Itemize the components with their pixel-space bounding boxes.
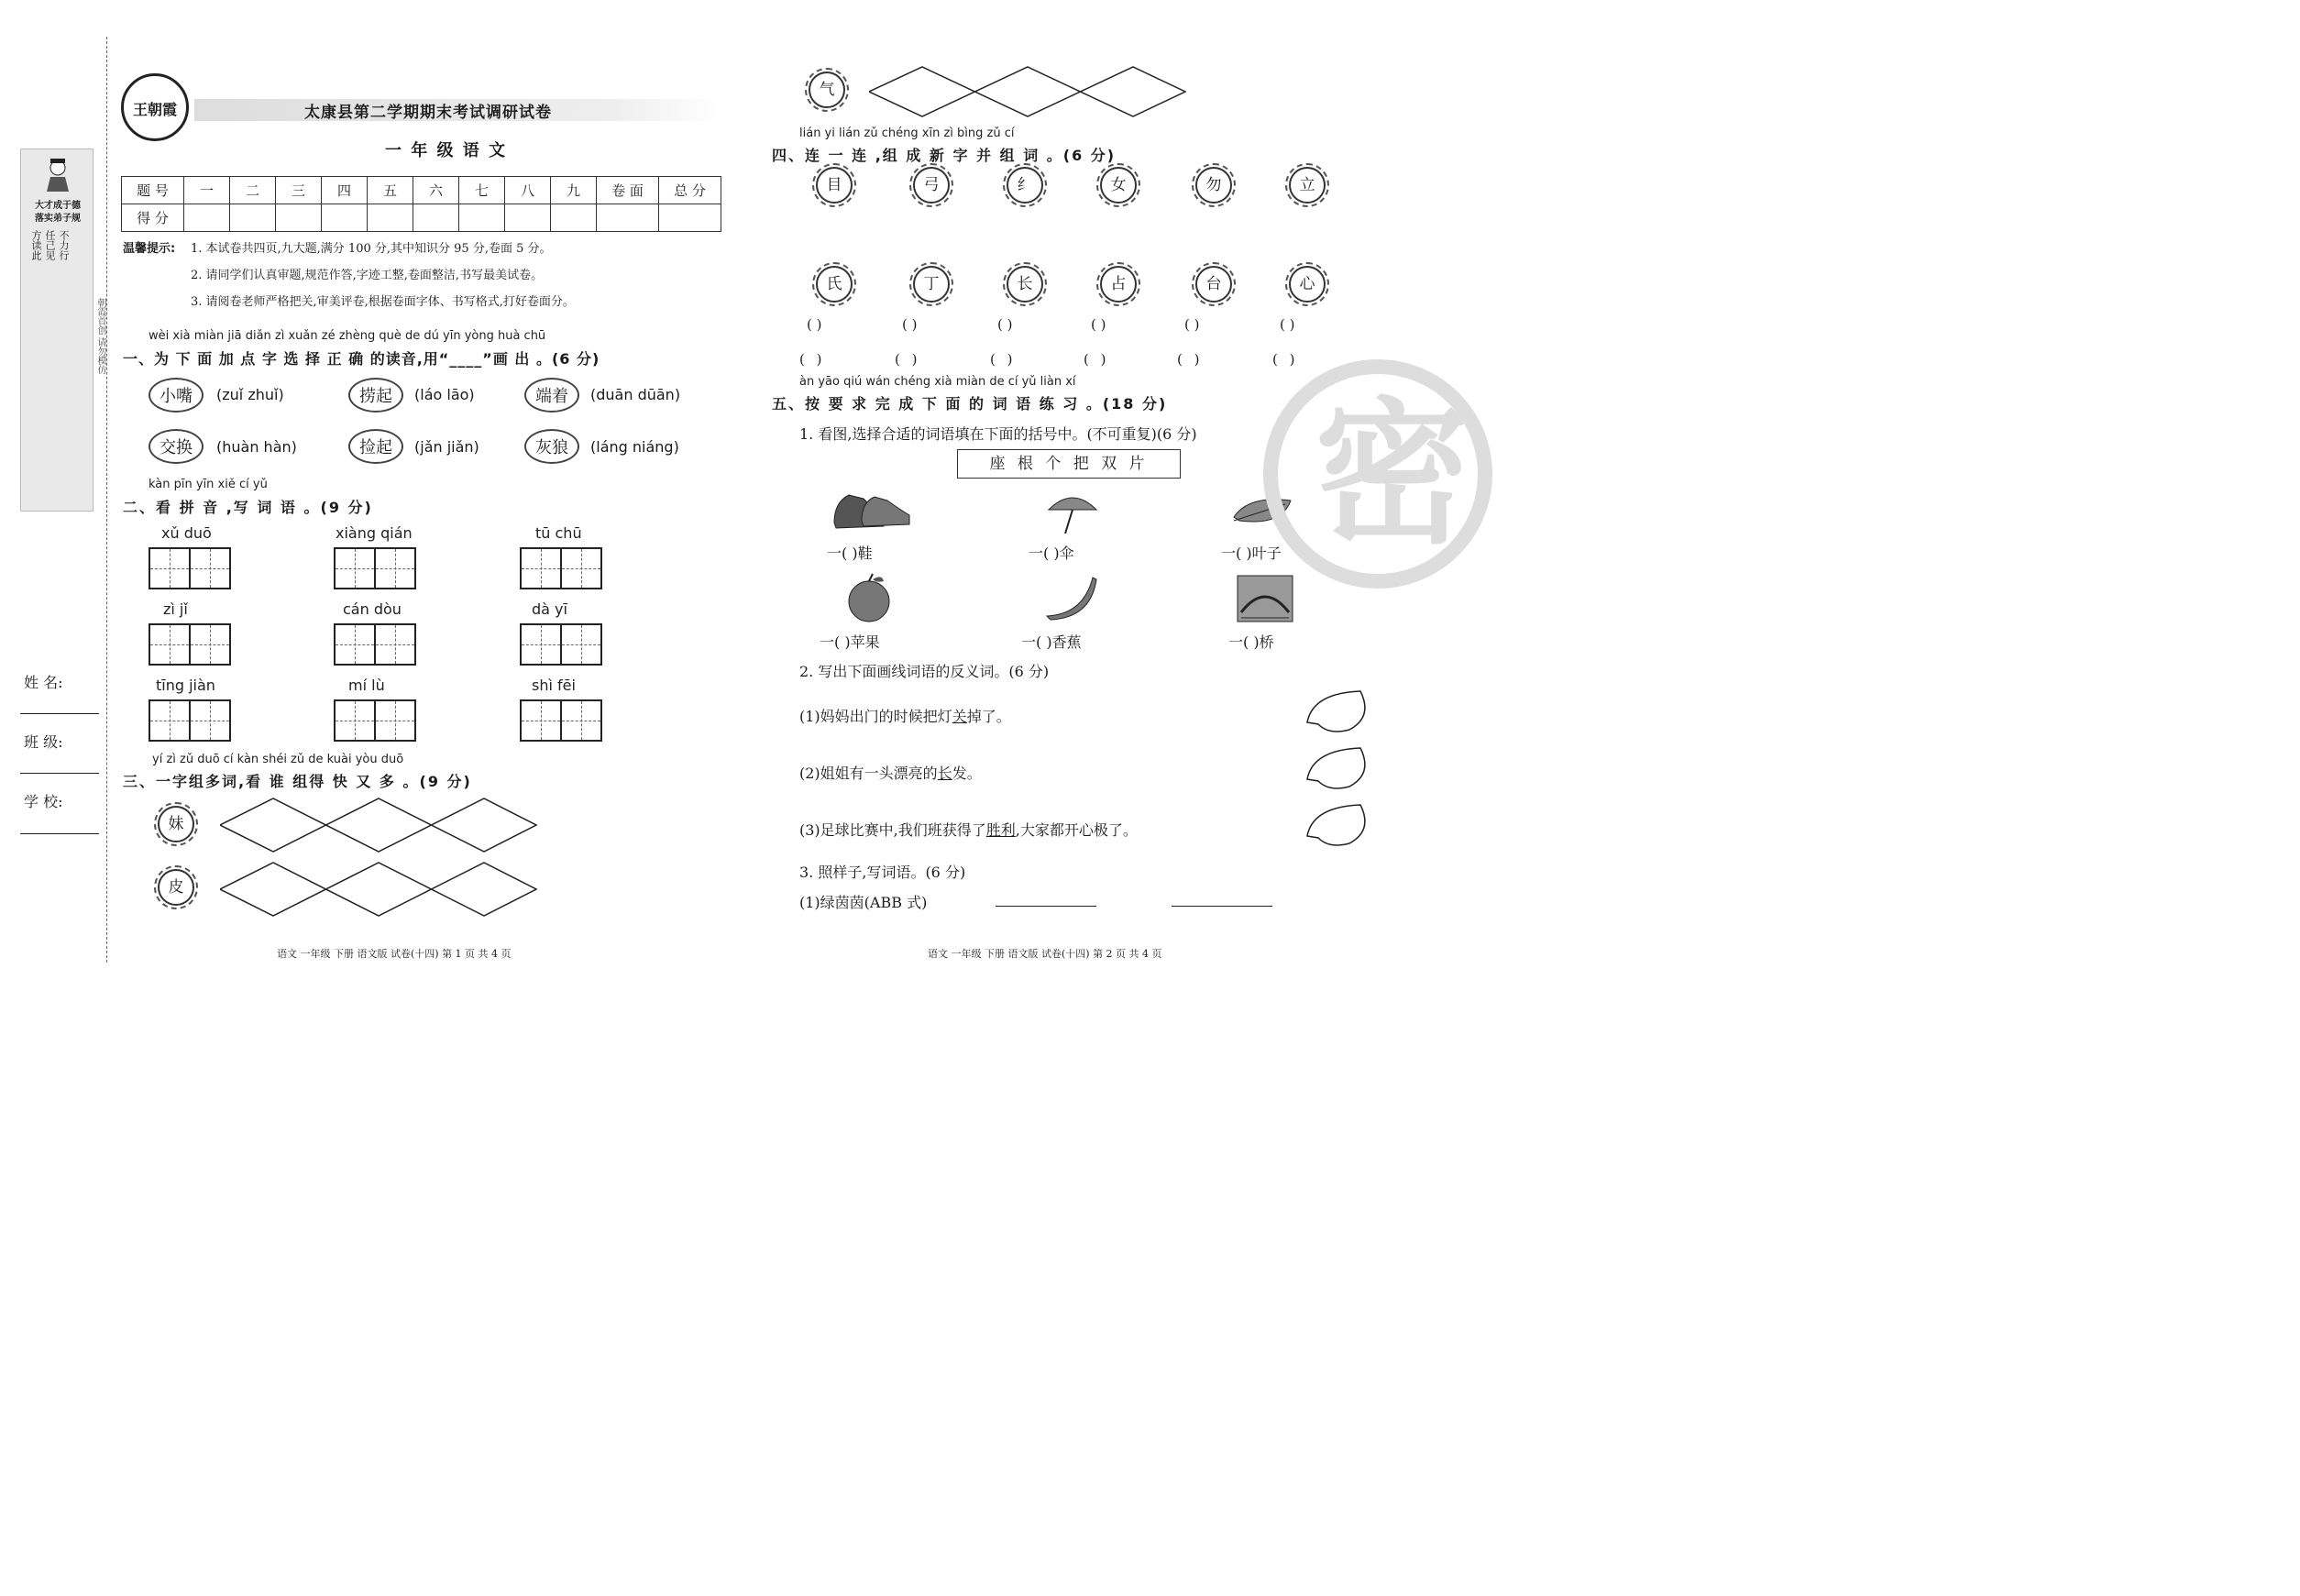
score-input[interactable] <box>368 204 413 232</box>
q2-writing-grid[interactable] <box>149 547 231 589</box>
sidebar-motto-2: 落实弟子规 <box>35 214 81 224</box>
sentence-part: 掉了。 <box>966 708 1011 725</box>
verse: 方读此 <box>30 230 42 260</box>
q5-measure-item[interactable]: 一( )伞 <box>1029 545 1074 562</box>
q2-writing-grid[interactable] <box>334 699 416 742</box>
q1-pinyin: wèi xià miàn jiā diǎn zì xuǎn zé zhèng què de dú yīn yòng huà chū <box>149 329 546 343</box>
q5-antonym-sentence <box>799 819 1138 840</box>
q4-answer-blank[interactable]: ( ) <box>1272 351 1299 368</box>
cell: 八 <box>505 177 551 204</box>
score-input[interactable] <box>597 204 659 232</box>
subtitle: 一 年 级 语 文 <box>385 141 508 160</box>
q1-options[interactable]: (huàn hàn) <box>216 438 297 456</box>
q2-writing-grid[interactable] <box>149 623 231 666</box>
q3-flower-char: 皮 <box>158 869 194 906</box>
sentence-part: (3)足球比赛中,我们班获得了 <box>799 821 986 839</box>
answer-leaf-icon[interactable] <box>1305 746 1373 792</box>
q4-title: 四、连 一 连 ,组 成 新 字 并 组 词 。(6 分) <box>772 147 1117 164</box>
q4-bottom-char: 心 <box>1289 266 1326 303</box>
scholar-icon <box>41 155 74 192</box>
q5-measure-item[interactable]: 一( )苹果 <box>820 633 880 651</box>
score-table <box>121 176 721 232</box>
q3-flower-char: 妹 <box>158 806 194 842</box>
tips-label: 温馨提示: <box>123 242 176 256</box>
sentence-part: (1)妈妈出门的时候把灯 <box>799 708 952 725</box>
score-input[interactable] <box>184 204 230 232</box>
cell: 七 <box>459 177 505 204</box>
cell: 六 <box>413 177 459 204</box>
q5-sub3-item1: (1)绿茵茵(ABB 式) <box>799 894 928 911</box>
umbrella-image <box>1045 491 1100 537</box>
footer-left: 语文 一年级 下册 语文版 试卷(十四) 第 1 页 共 4 页 <box>277 948 512 960</box>
name-label: 姓 名: <box>24 674 63 691</box>
underlined-word: 关 <box>952 708 967 725</box>
q4-top-char: 弓 <box>913 167 950 204</box>
q5-word-bank <box>957 449 1181 479</box>
q5-antonym-sentence <box>799 705 1011 726</box>
q4-answer-blank[interactable]: ( ) <box>895 351 921 368</box>
word-bank-text: 座 根 个 把 双 片 <box>989 455 1149 473</box>
footer-right: 语文 一年级 下册 语文版 试卷(十四) 第 2 页 共 4 页 <box>928 948 1162 960</box>
q4-answer-blank[interactable]: ( ) <box>799 351 826 368</box>
cell: 卷 面 <box>597 177 659 204</box>
q2-item-pinyin: zì jǐ <box>163 600 188 618</box>
stamp-text: 密 <box>1315 382 1471 566</box>
q4-answer-blank[interactable]: ( ) <box>1280 316 1295 333</box>
answer-line[interactable] <box>996 906 1096 907</box>
logo-text: 王朝霞 <box>132 101 177 118</box>
q3-title: 三、一字组多词,看 谁 组得 快 又 多 。(9 分) <box>123 773 472 790</box>
q4-top-char: 勿 <box>1195 167 1232 204</box>
verse: 任己见 <box>44 230 56 260</box>
q1-word-box: 端着 <box>524 378 579 413</box>
q4-top-char: 纟 <box>1007 167 1043 204</box>
underlined-word: 长 <box>937 765 952 782</box>
q4-answer-blank[interactable]: ( ) <box>902 316 918 333</box>
q5-pinyin: àn yāo qiú wán chéng xià miàn de cí yǔ liàn xí <box>799 375 1076 389</box>
q1-options[interactable]: (zuǐ zhuǐ) <box>216 386 284 403</box>
school-label: 学 校: <box>24 793 63 810</box>
q5-title: 五、按 要 求 完 成 下 面 的 词 语 练 习 。(18 分) <box>772 395 1168 413</box>
q4-answer-blank[interactable]: ( ) <box>1177 351 1204 368</box>
score-input[interactable] <box>276 204 322 232</box>
q2-writing-grid[interactable] <box>334 547 416 589</box>
q3-diamond-chain[interactable] <box>220 798 537 853</box>
q1-word-box: 小嘴 <box>149 378 204 413</box>
q1-word-box: 灰狼 <box>524 429 579 464</box>
cell: 二 <box>230 177 276 204</box>
score-input[interactable] <box>413 204 459 232</box>
q3-flower-char: 气 <box>809 72 845 108</box>
q1-word-box: 捡起 <box>348 429 403 464</box>
logo-seal <box>121 73 189 141</box>
cell: 总 分 <box>659 177 721 204</box>
q4-answer-blank[interactable]: ( ) <box>997 316 1013 333</box>
q2-item-pinyin: tū chū <box>535 524 582 542</box>
sentence-part: 发。 <box>952 765 982 782</box>
shoes-image <box>831 486 913 532</box>
q4-bottom-char: 台 <box>1195 266 1232 303</box>
cell: 题 号 <box>122 177 184 204</box>
q2-writing-grid[interactable] <box>149 699 231 742</box>
tip-3: 3. 请阅卷老师严格把关,审美评卷,根据卷面字体、书写格式,打好卷面分。 <box>191 295 575 309</box>
answer-leaf-icon[interactable] <box>1305 803 1373 849</box>
score-row-header <box>122 177 721 204</box>
q2-item-pinyin: tīng jiàn <box>156 677 215 694</box>
score-input[interactable] <box>459 204 505 232</box>
q2-title: 二、看 拼 音 ,写 词 语 。(9 分) <box>123 499 373 516</box>
fold-line <box>106 37 107 963</box>
q4-answer-blank[interactable]: ( ) <box>1184 316 1200 333</box>
answer-leaf-icon[interactable] <box>1305 689 1373 735</box>
underlined-word: 胜利 <box>985 821 1016 839</box>
score-input[interactable] <box>551 204 597 232</box>
bridge-image <box>1236 572 1294 623</box>
score-row-values <box>122 204 721 232</box>
sidebar-box <box>20 149 94 512</box>
tip-1: 1. 本试卷共四页,九大题,满分 100 分,其中知识分 95 分,卷面 5 分。 <box>191 242 552 256</box>
tip-2: 2. 请同学们认真审题,规范作答,字迹工整,卷面整洁,书写最美试卷。 <box>191 269 544 282</box>
cell: 四 <box>322 177 368 204</box>
q1-word-box: 捞起 <box>348 378 403 413</box>
q4-answer-blank[interactable]: ( ) <box>990 351 1017 368</box>
q3-diamond-chain[interactable] <box>220 862 537 917</box>
apple-image <box>843 572 895 623</box>
q1-options[interactable]: (duān dūān) <box>590 386 681 403</box>
q2-item-pinyin: shì fēi <box>532 677 576 694</box>
sentence-part: ,大家都开心极了。 <box>1015 821 1138 839</box>
page-title: 太康县第二学期期末考试调研试卷 <box>304 104 552 122</box>
q4-answer-blank[interactable]: ( ) <box>1084 351 1110 368</box>
cell: 九 <box>551 177 597 204</box>
name-field[interactable] <box>20 713 99 714</box>
q4-top-char: 立 <box>1289 167 1326 204</box>
q1-options[interactable]: (jǎn jiǎn) <box>414 438 479 456</box>
cell: 三 <box>276 177 322 204</box>
q5-sub3-title: 3. 照样子,写词语。(6 分) <box>799 864 966 881</box>
q4-pinyin: lián yi lián zǔ chéng xīn zì bìng zǔ cí <box>799 127 1015 140</box>
q2-writing-grid[interactable] <box>520 623 602 666</box>
q2-writing-grid[interactable] <box>334 623 416 666</box>
cell: 五 <box>368 177 413 204</box>
q5-measure-item[interactable]: 一( )鞋 <box>827 545 873 562</box>
q2-item-pinyin: xiàng qián <box>336 524 413 542</box>
q5-sub1-title: 1. 看图,选择合适的词语填在下面的括号中。(不可重复)(6 分) <box>799 425 1197 443</box>
q2-pinyin: kàn pīn yīn xiě cí yǔ <box>149 478 268 491</box>
score-input[interactable] <box>230 204 276 232</box>
answer-line[interactable] <box>1172 906 1272 907</box>
school-field[interactable] <box>20 833 99 834</box>
vertical-note: 朝霞首创 请勿模仿 <box>95 298 105 375</box>
banana-image <box>1043 574 1098 622</box>
q5-sub2-title: 2. 写出下面画线词语的反义词。(6 分) <box>799 663 1050 680</box>
q5-measure-item[interactable]: 一( )叶子 <box>1221 545 1282 562</box>
q4-answer-blank[interactable]: ( ) <box>1091 316 1106 333</box>
sidebar-verses <box>30 230 89 505</box>
sidebar-motto-1: 大才成于德 <box>35 201 81 211</box>
sentence-part: (2)姐姐有一头漂亮的 <box>799 765 938 782</box>
q2-item-pinyin: mí lù <box>348 677 385 694</box>
verse: 不力行 <box>58 230 70 260</box>
q2-item-pinyin: xǔ duō <box>161 524 212 542</box>
class-field[interactable] <box>20 773 99 774</box>
score-input[interactable] <box>505 204 551 232</box>
q5-measure-item[interactable]: 一( )桥 <box>1228 633 1274 651</box>
q2-item-pinyin: cán dòu <box>343 600 402 618</box>
q4-top-char: 目 <box>816 167 853 204</box>
q1-options[interactable]: (láng niáng) <box>590 438 679 456</box>
q2-writing-grid[interactable] <box>520 547 602 589</box>
q1-options[interactable]: (láo lāo) <box>414 386 475 403</box>
q5-measure-item[interactable]: 一( )香蕉 <box>1021 633 1082 651</box>
score-input[interactable] <box>322 204 368 232</box>
q5-antonym-sentence <box>799 762 982 783</box>
q4-answer-blank[interactable]: ( ) <box>807 316 822 333</box>
q1-title: 一、为 下 面 加 点 字 选 择 正 确 的读音,用“____”画 出 。(6 分) <box>123 350 600 368</box>
q2-item-pinyin: dà yī <box>532 600 567 618</box>
class-label: 班 级: <box>24 733 63 751</box>
q4-bottom-char: 氏 <box>816 266 853 303</box>
q4-bottom-char: 长 <box>1007 266 1043 303</box>
q3-diamond-chain[interactable] <box>869 66 1186 117</box>
q2-writing-grid[interactable] <box>520 699 602 742</box>
confidential-stamp <box>1263 359 1492 589</box>
score-input[interactable] <box>659 204 721 232</box>
q1-word-box: 交换 <box>149 429 204 464</box>
q4-bottom-char: 丁 <box>913 266 950 303</box>
q4-bottom-char: 占 <box>1100 266 1137 303</box>
cell: 一 <box>184 177 230 204</box>
q4-top-char: 女 <box>1100 167 1137 204</box>
q3-pinyin: yí zì zǔ duō cí kàn shéi zǔ de kuài yòu duō <box>152 753 404 766</box>
cell: 得 分 <box>122 204 184 232</box>
